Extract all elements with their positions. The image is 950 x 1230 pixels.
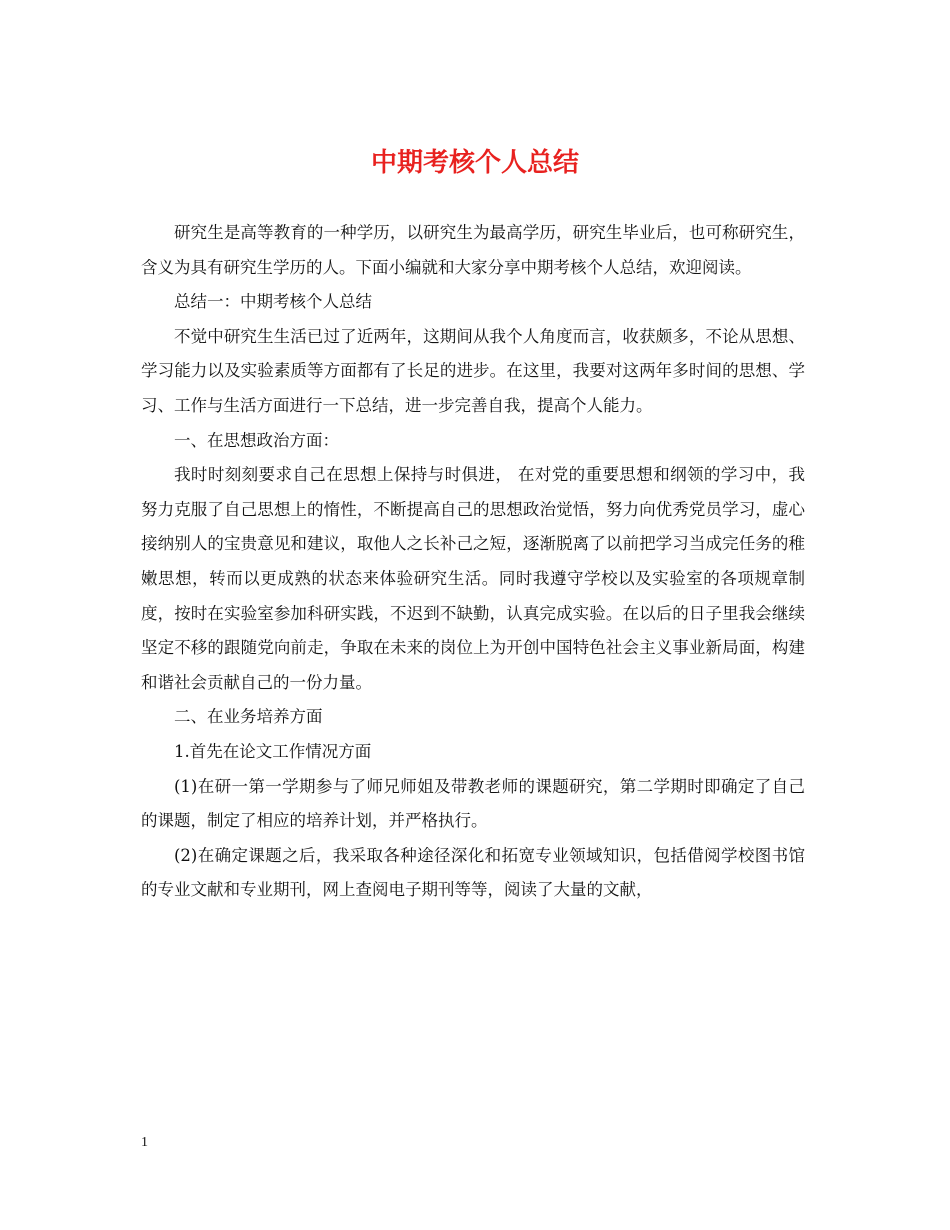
section-heading-summary-one: 总结一：中期考核个人总结 <box>174 292 372 312</box>
page-number: 1 <box>141 1135 148 1150</box>
list-item-thesis-2: (2)在确定课题之后，我采取各种途径深化和拓宽专业领域知识，包括借阅学校图书馆的专业文献和专业期刊，网上查阅电子期刊等等，阅读了大量的文献， <box>141 845 805 900</box>
section-heading-political: 一、在思想政治方面： <box>174 430 339 450</box>
paragraph-intro: 研究生是高等教育的一种学历，以研究生为最高学历，研究生毕业后，也可称研究生，含义为具有研究生学历的人。下面小编就和大家分享中期考核个人总结，欢迎阅读。 <box>141 223 805 277</box>
document-body <box>141 216 805 908</box>
section-heading-professional: 二、在业务培养方面 <box>174 707 323 727</box>
list-item-thesis-1: (1)在研一第一学期参与了师兄师姐及带教老师的课题研究，第二学期时即确定了自己的课题，制定了相应的培养计划，并严格执行。 <box>141 776 805 831</box>
subsection-heading-thesis: 1.首先在论文工作情况方面 <box>174 741 372 761</box>
paragraph-overview: 不觉中研究生生活已过了近两年，这期间从我个人角度而言，收获颇多，不论从思想、学习能力以及实验素质等方面都有了长足的进步。在这里，我要对这两年多时间的思想、学习、工作与生活方面进行一下总结，进一步完善自我，提高个人能力。 <box>141 326 805 415</box>
document-title: 中期考核个人总结 <box>370 148 579 178</box>
paragraph-political: 我时时刻刻要求自己在思想上保持与时俱进， 在对党的重要思想和纲领的学习中，我努力克服了自己思想上的惰性，不断提高自己的思想政治觉悟，努力向优秀党员学习，虚心接纳别人的宝贵意见和建议，取他人之长补己之短，逐渐脱离了以前把学习当成完任务的稚嫩思想，转而以更成熟的状态来体验研究生活。同时我遵守学校以及实验室的各项规章制度，按时在实验室参加科研实践，不迟到不缺勤，认真完成实验。在以后的日子里我会继续坚定不移的跟随党向前走，争取在未来的岗位上为开创中国特色社会主义事业新局面，构建和谐社会贡献自己的一份力量。 <box>141 465 805 692</box>
